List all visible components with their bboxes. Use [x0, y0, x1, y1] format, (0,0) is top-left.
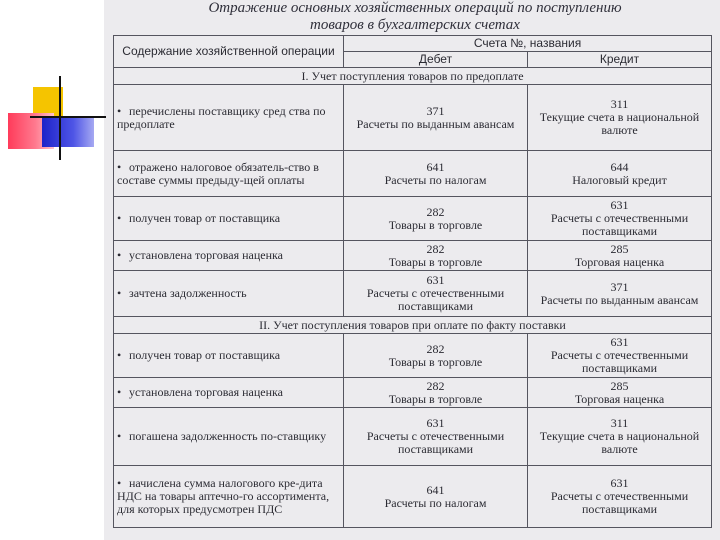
- operation-desc: • отражено налоговое обязатель-ство в составе суммы предыду-щей оплаты: [114, 151, 344, 197]
- credit-account-number: 311: [610, 416, 629, 430]
- credit-account-number: 631: [610, 198, 629, 212]
- credit-account-name: Торговая наценка: [574, 254, 665, 269]
- debit-cell: [344, 334, 528, 378]
- table-row: [114, 241, 712, 271]
- credit-account-name: Налоговый кредит: [572, 172, 667, 187]
- debit-account-number: 282: [426, 378, 445, 393]
- credit-cell: [528, 378, 712, 408]
- debit-account-name: Расчеты по налогам: [384, 495, 487, 510]
- debit-account-name: Расчеты с отечественными поставщиками: [366, 286, 505, 313]
- credit-account-number: 631: [610, 335, 629, 349]
- operation-desc: • получен товар от поставщика: [114, 334, 344, 378]
- debit-cell: [344, 151, 528, 197]
- document-title: [150, 0, 680, 34]
- accounting-entries-table: [113, 35, 712, 528]
- table-row: [114, 197, 712, 241]
- debit-cell: [344, 241, 528, 271]
- debit-cell: [344, 408, 528, 466]
- table-row: [114, 408, 712, 466]
- credit-account-name: Расчеты с отечественными поставщиками: [550, 489, 689, 516]
- debit-account-number: 631: [426, 273, 445, 287]
- credit-account-number: 631: [610, 476, 629, 490]
- operation-desc: • установлена торговая наценка: [114, 241, 344, 271]
- operation-desc: • погашена задолженность по-ставщику: [114, 408, 344, 466]
- debit-account-name: Товары в торговле: [388, 217, 483, 232]
- debit-account-name: Товары в торговле: [388, 354, 483, 369]
- credit-account-name: Расчеты с отечественными поставщиками: [550, 348, 689, 375]
- credit-account-name: Расчеты с отечественными поставщиками: [550, 211, 689, 238]
- credit-account-number: 644: [610, 159, 629, 174]
- header-debit: Дебет: [344, 52, 528, 68]
- blue-gradient-block: [42, 117, 94, 147]
- credit-account-number: 285: [610, 378, 629, 393]
- debit-account-number: 371: [426, 103, 445, 118]
- debit-account-number: 631: [426, 416, 445, 430]
- credit-cell: [528, 408, 712, 466]
- credit-account-number: 285: [610, 241, 629, 256]
- debit-account-name: Расчеты по налогам: [384, 172, 487, 187]
- title-line-2: товаров в бухгалтерских счетах: [310, 17, 520, 33]
- title-line-1: Отражение основных хозяйственных операций по поступлению: [208, 0, 622, 16]
- debit-account-name: Расчеты по выданным авансам: [356, 116, 515, 131]
- debit-account-name: Товары в торговле: [388, 391, 483, 406]
- debit-account-name: Расчеты с отечественными поставщиками: [366, 429, 505, 456]
- debit-account-number: 641: [426, 159, 445, 174]
- operation-desc: • получен товар от поставщика: [114, 197, 344, 241]
- header-accounts: Счета №, названия: [344, 36, 712, 52]
- credit-cell: [528, 241, 712, 271]
- debit-account-number: 282: [426, 204, 445, 219]
- debit-account-number: 282: [426, 241, 445, 256]
- header-credit: Кредит: [528, 52, 712, 68]
- credit-account-number: 311: [610, 97, 629, 111]
- credit-cell: [528, 151, 712, 197]
- credit-account-number: 371: [610, 279, 629, 294]
- operation-desc: • начислена сумма налогового кре-дита НДС на товары аптечно-го ассортимента, для которых предусмотрен ПДС: [114, 466, 344, 528]
- table-row: [114, 334, 712, 378]
- operation-desc: • зачтена задолженность: [114, 271, 344, 317]
- credit-account-name: Торговая наценка: [574, 391, 665, 406]
- operation-desc: • перечислены поставщику сред ства по предоплате: [114, 85, 344, 151]
- credit-cell: [528, 271, 712, 317]
- table-row: [114, 151, 712, 197]
- debit-cell: [344, 85, 528, 151]
- credit-cell: [528, 466, 712, 528]
- table-row: [114, 378, 712, 408]
- credit-account-name: Текущие счета в национальной валюте: [539, 429, 700, 456]
- section-title-1: I. Учет поступления товаров по предоплате: [114, 68, 712, 85]
- debit-account-number: 282: [426, 341, 445, 356]
- credit-account-name: Расчеты по выданным авансам: [540, 292, 699, 307]
- credit-cell: [528, 197, 712, 241]
- debit-account-number: 641: [426, 482, 445, 497]
- debit-cell: [344, 197, 528, 241]
- credit-account-name: Текущие счета в национальной валюте: [539, 110, 700, 137]
- crosshair-horizontal-line: [30, 116, 106, 118]
- credit-cell: [528, 334, 712, 378]
- section-title-2: II. Учет поступления товаров при оплате по факту поставки: [114, 317, 712, 334]
- debit-cell: [344, 466, 528, 528]
- debit-cell: [344, 271, 528, 317]
- debit-cell: [344, 378, 528, 408]
- debit-account-name: Товары в торговле: [388, 254, 483, 269]
- operation-desc: • установлена торговая наценка: [114, 378, 344, 408]
- header-content: Содержание хозяйственной операции: [114, 36, 344, 68]
- crosshair-vertical-line: [59, 76, 61, 160]
- table-row: [114, 466, 712, 528]
- table-row: [114, 85, 712, 151]
- credit-cell: [528, 85, 712, 151]
- table-row: [114, 271, 712, 317]
